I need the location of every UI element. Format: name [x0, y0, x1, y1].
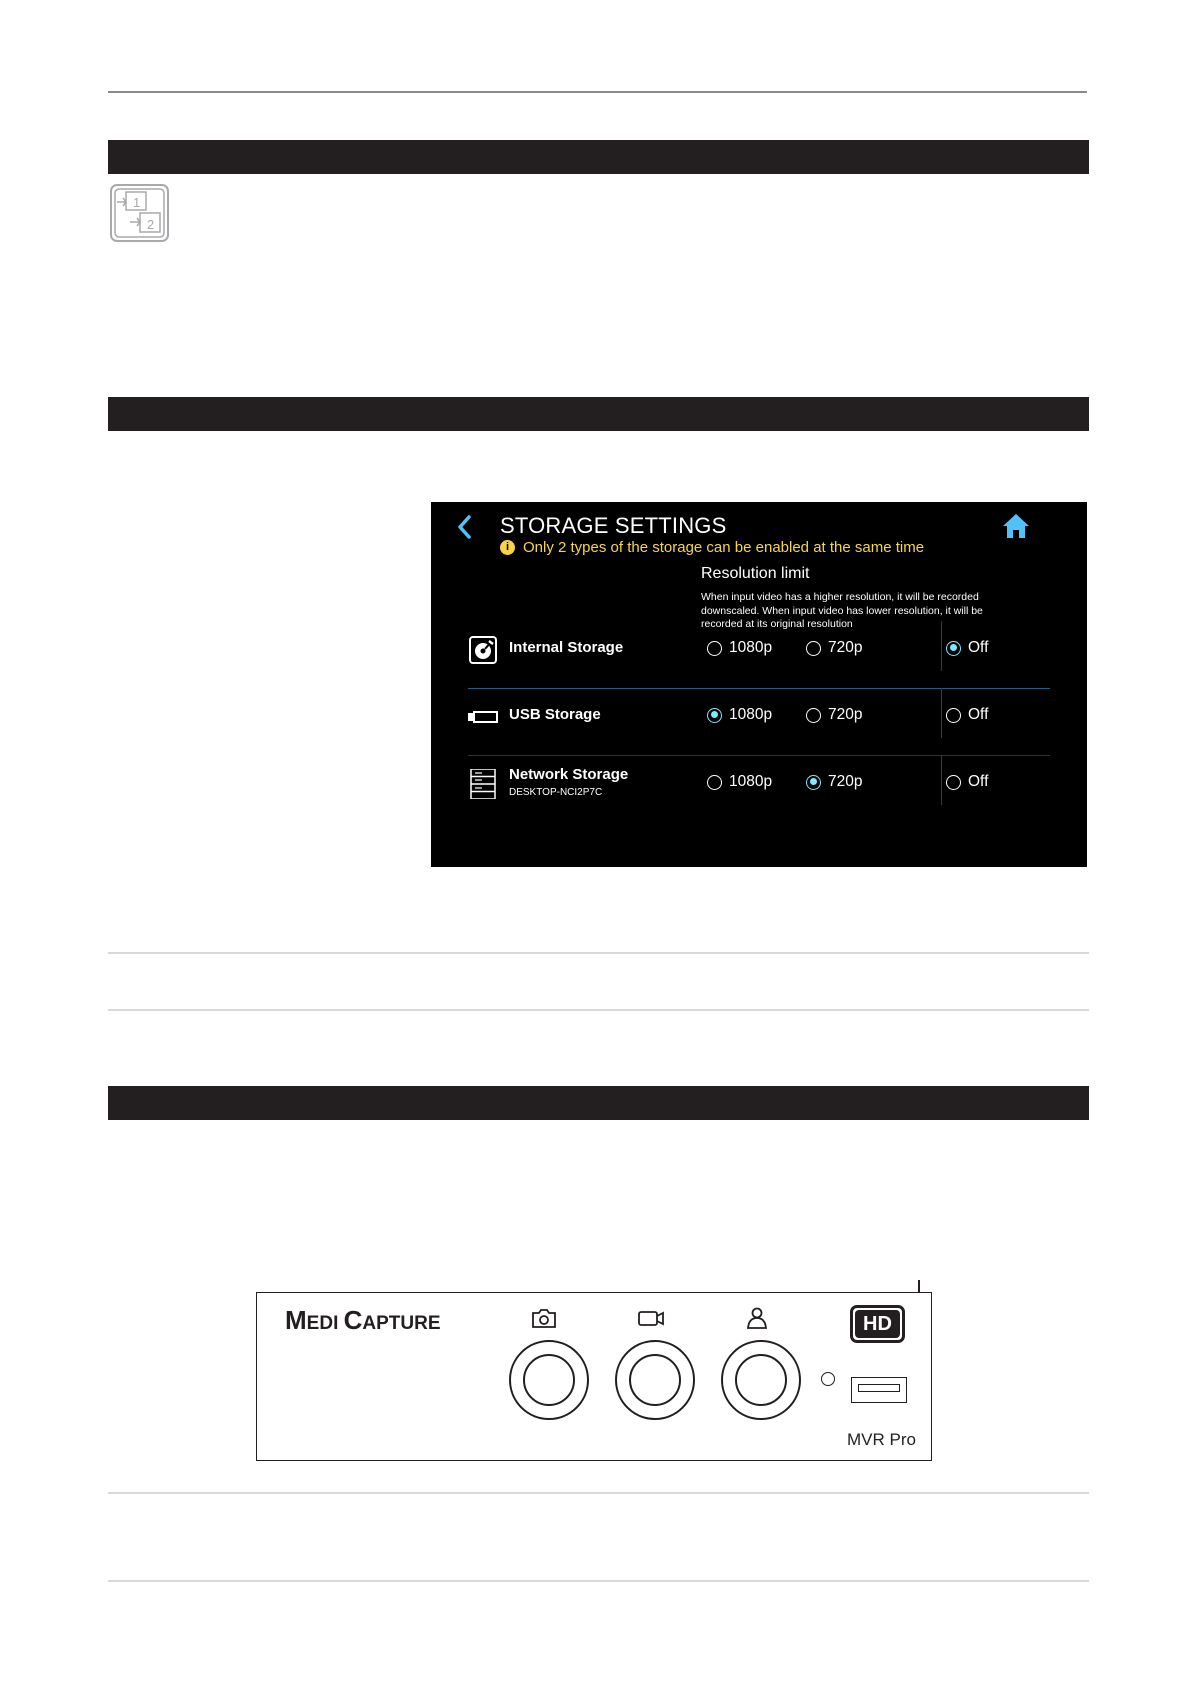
- radio-selected[interactable]: [806, 775, 821, 790]
- network-720p-option[interactable]: [806, 773, 862, 791]
- hd-badge: [850, 1305, 905, 1343]
- storage-label-usb: USB Storage: [509, 706, 601, 723]
- steps-icon: [110, 184, 169, 242]
- video-camera-icon: [638, 1307, 664, 1329]
- user-icon: [744, 1307, 770, 1329]
- camera-icon: [531, 1307, 557, 1329]
- svg-text:2: 2: [147, 217, 155, 232]
- resolution-limit-description: When input video has a higher resolution, it will be recorded downscaled. When input video has lower resolution, it will be recorded at its original resolution: [701, 591, 983, 630]
- storage-label-network: Network Storage: [509, 766, 629, 783]
- radio-unselected[interactable]: [806, 641, 821, 656]
- section-header-bar-1: [108, 140, 1089, 174]
- option-label: 1080p: [729, 706, 773, 723]
- svg-text:1: 1: [133, 195, 141, 210]
- server-icon: [468, 769, 498, 799]
- radio-selected[interactable]: [946, 641, 961, 656]
- screen-title: STORAGE SETTINGS: [500, 513, 727, 538]
- warning-message: [500, 539, 924, 556]
- radio-unselected[interactable]: [946, 708, 961, 723]
- info-icon: i: [500, 540, 515, 555]
- option-label: 720p: [828, 773, 863, 790]
- radio-unselected[interactable]: [707, 775, 722, 790]
- section-header-bar-2: [108, 397, 1089, 431]
- internal-off-option[interactable]: [946, 639, 988, 657]
- storage-settings-screen: [431, 502, 1087, 867]
- radio-unselected[interactable]: [806, 708, 821, 723]
- device-front-panel: [256, 1292, 932, 1461]
- back-arrow-icon[interactable]: [455, 514, 473, 540]
- radio-unselected[interactable]: [946, 775, 961, 790]
- home-icon[interactable]: [1001, 512, 1031, 540]
- usb-port: [851, 1377, 907, 1403]
- column-separator: [941, 755, 942, 805]
- column-separator: [941, 688, 942, 738]
- resolution-limit-title: Resolution limit: [701, 565, 810, 582]
- model-name: MVR Pro: [847, 1430, 916, 1449]
- divider-rule: [108, 1492, 1089, 1494]
- storage-row-internal: [468, 629, 1050, 669]
- warning-text: Only 2 types of the storage can be enabled at the same time: [523, 539, 925, 556]
- svg-text:MEDI CAPTURE: MEDI CAPTURE: [285, 1306, 441, 1334]
- row-divider: [468, 755, 1050, 756]
- option-label: 720p: [828, 706, 863, 723]
- radio-unselected[interactable]: [707, 641, 722, 656]
- column-separator: [941, 621, 942, 671]
- user-button[interactable]: [721, 1340, 801, 1420]
- storage-row-usb: [468, 696, 1050, 736]
- option-label: 1080p: [729, 773, 773, 790]
- network-off-option[interactable]: [946, 773, 988, 791]
- option-label: 1080p: [729, 639, 773, 656]
- usb-off-option[interactable]: [946, 706, 988, 724]
- internal-720p-option[interactable]: [806, 639, 862, 657]
- network-1080p-option[interactable]: [707, 773, 772, 791]
- network-host-name: DESKTOP-NCI2P7C: [509, 787, 603, 798]
- status-led: [821, 1372, 835, 1386]
- usb-1080p-option[interactable]: [707, 706, 772, 724]
- hd-badge-label: HD: [855, 1310, 900, 1338]
- internal-1080p-option[interactable]: [707, 639, 772, 657]
- row-divider: [468, 688, 1050, 689]
- option-label: Off: [968, 773, 989, 790]
- option-label: Off: [968, 639, 989, 656]
- storage-label-internal: Internal Storage: [509, 639, 624, 656]
- usb-720p-option[interactable]: [806, 706, 862, 724]
- divider-rule: [108, 1009, 1089, 1011]
- divider-rule: [108, 952, 1089, 954]
- snapshot-button[interactable]: [509, 1340, 589, 1420]
- usb-drive-icon: [468, 702, 498, 732]
- storage-row-network: [468, 763, 1050, 803]
- record-button[interactable]: [615, 1340, 695, 1420]
- disk-icon: [468, 635, 498, 665]
- divider-rule: [108, 1580, 1089, 1582]
- option-label: Off: [968, 706, 989, 723]
- option-label: 720p: [828, 639, 863, 656]
- section-header-bar-3: [108, 1086, 1089, 1120]
- radio-selected[interactable]: [707, 708, 722, 723]
- top-rule: [108, 91, 1087, 93]
- medicapture-logo: [285, 1306, 453, 1334]
